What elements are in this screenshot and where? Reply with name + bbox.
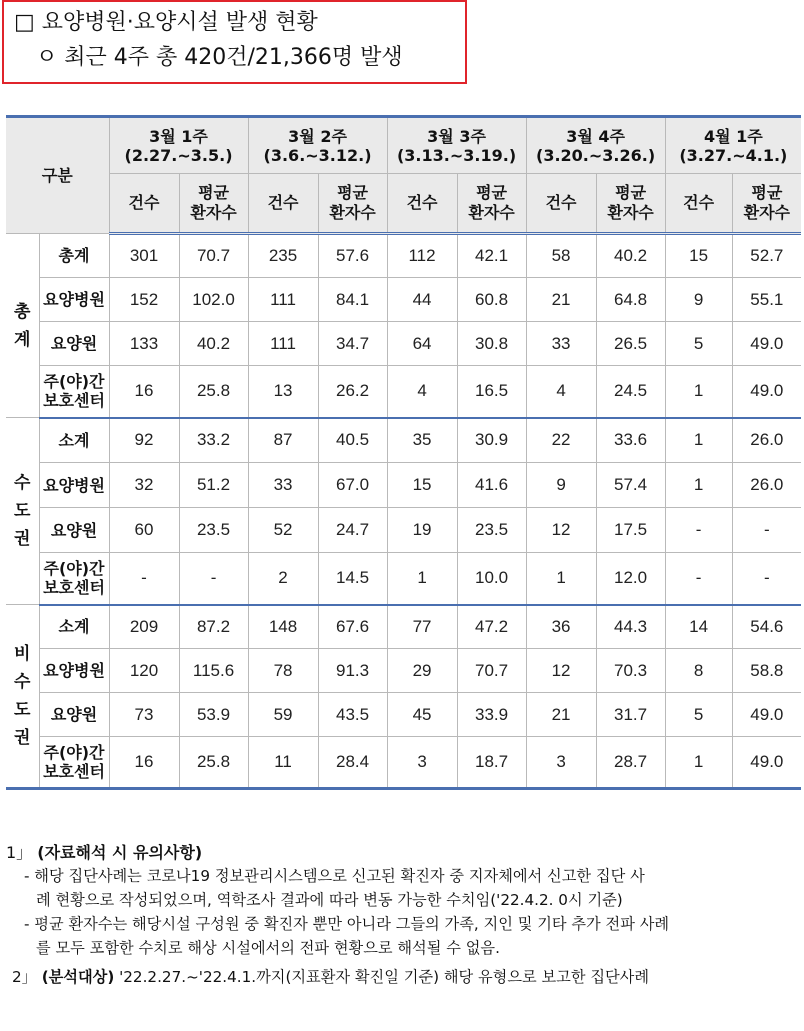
case-count-cell: 13 (248, 366, 318, 418)
avg-patients-cell: 60.8 (457, 278, 526, 322)
note2-title: (분석대상) (41, 968, 115, 986)
case-count-cell: 9 (526, 463, 596, 508)
case-count-cell: 59 (248, 693, 318, 737)
case-count-cell: 19 (387, 508, 457, 553)
avg-patients-cell: 49.0 (732, 737, 801, 789)
facility-type-line: 주(야)간 (43, 372, 105, 392)
facility-type-line: 보호센터 (43, 762, 105, 781)
avg-patients-cell: 24.7 (318, 508, 387, 553)
avg-patients-cell: 25.8 (179, 737, 248, 789)
avg-patients-cell: 16.5 (457, 366, 526, 418)
avg-header-line: 환자수 (607, 203, 654, 222)
avg-patients-cell: - (732, 508, 801, 553)
facility-type-label (39, 234, 109, 278)
case-count-cell: 35 (387, 418, 457, 463)
case-count-cell: 21 (526, 693, 596, 737)
case-count-cell: - (665, 508, 732, 553)
case-count-cell: 235 (248, 234, 318, 278)
case-count-cell: 1 (665, 366, 732, 418)
period-name: 3월 4주 (566, 126, 625, 146)
table-row (6, 278, 801, 322)
facility-type-line: 요양원 (50, 705, 98, 724)
facility-type-label (39, 322, 109, 366)
facility-type-label (39, 418, 109, 463)
avg-patients-cell: 23.5 (179, 508, 248, 553)
footnotes (6, 841, 804, 989)
case-count-cell: 1 (387, 553, 457, 605)
avg-patients-cell: 18.7 (457, 737, 526, 789)
facility-type-label (39, 649, 109, 693)
table-row (6, 508, 801, 553)
avg-header-line: 평균 (198, 183, 229, 202)
period-range: (2.27.~3.5.) (124, 145, 233, 165)
case-count-cell: 58 (526, 234, 596, 278)
avg-header-line: 평균 (615, 183, 647, 202)
case-count-cell: 92 (109, 418, 179, 463)
facility-type-line: 총계 (58, 246, 90, 265)
case-count-cell: 1 (665, 418, 732, 463)
avg-patients-cell: 64.8 (596, 278, 665, 322)
avg-patients-cell: 58.8 (732, 649, 801, 693)
period-header (665, 117, 801, 174)
case-count-cell: 15 (387, 463, 457, 508)
case-count-cell: 87 (248, 418, 318, 463)
case-count-cell: 16 (109, 737, 179, 789)
avg-patients-cell: 51.2 (179, 463, 248, 508)
section-summary: ㅇ 최근 4주 총 420건/21,366명 발생 (36, 45, 403, 70)
period-header (248, 117, 387, 174)
avg-patients-cell: 33.9 (457, 693, 526, 737)
region-group-char: 도 (14, 501, 31, 521)
note1-item-line: - 평균 환자수는 해당시설 구성원 중 확진자 뿐만 아니라 그들의 가족, 지인 및 기타 추가 전파 사례 (24, 915, 670, 933)
case-count-cell: 16 (109, 366, 179, 418)
facility-type-label (39, 366, 109, 418)
case-count-cell: 52 (248, 508, 318, 553)
case-count-cell: 3 (526, 737, 596, 789)
table-row (6, 418, 801, 463)
facility-type-line: 요양원 (50, 334, 98, 353)
case-count-cell: 36 (526, 605, 596, 649)
region-group-label (6, 234, 39, 418)
avg-patients-cell: 23.5 (457, 508, 526, 553)
case-count-cell: 4 (526, 366, 596, 418)
avg-header-line: 평균 (337, 183, 368, 202)
facility-type-label (39, 553, 109, 605)
case-count-cell: 15 (665, 234, 732, 278)
note2 (6, 966, 804, 989)
case-count-cell: - (109, 553, 179, 605)
case-count-cell: 33 (526, 322, 596, 366)
case-count-cell: 33 (248, 463, 318, 508)
avg-patients-cell: 24.5 (596, 366, 665, 418)
count-header: 건수 (248, 174, 318, 234)
avg-patients-cell: 40.5 (318, 418, 387, 463)
case-count-cell: 64 (387, 322, 457, 366)
avg-patients-cell: 91.3 (318, 649, 387, 693)
avg-patients-cell: 34.7 (318, 322, 387, 366)
avg-patients-cell: 26.5 (596, 322, 665, 366)
avg-patients-cell: 25.8 (179, 366, 248, 418)
avg-patients-cell: 52.7 (732, 234, 801, 278)
avg-header-line: 환자수 (468, 203, 515, 222)
avg-patients-cell: 57.4 (596, 463, 665, 508)
facility-type-line: 요양병원 (43, 475, 105, 495)
period-header (387, 117, 526, 174)
case-count-cell: 45 (387, 693, 457, 737)
avg-patients-cell: 70.7 (179, 234, 248, 278)
case-count-cell: 301 (109, 234, 179, 278)
table-row (6, 737, 801, 789)
avg-patients-header (179, 174, 248, 234)
case-count-cell: 152 (109, 278, 179, 322)
region-group-char: 계 (14, 329, 31, 350)
avg-patients-cell: 30.8 (457, 322, 526, 366)
table-row (6, 366, 801, 418)
case-count-cell: 12 (526, 508, 596, 553)
region-group-char: 권 (14, 728, 31, 748)
case-count-cell: 8 (665, 649, 732, 693)
period-name: 3월 3주 (427, 126, 486, 146)
avg-patients-cell: 44.3 (596, 605, 665, 649)
avg-patients-cell: - (179, 553, 248, 605)
note2-marker: 2」 (12, 968, 37, 986)
avg-patients-cell: 70.3 (596, 649, 665, 693)
avg-patients-cell: 102.0 (179, 278, 248, 322)
region-group-char: 총 (14, 301, 31, 322)
case-count-cell: 209 (109, 605, 179, 649)
avg-header-line: 평균 (476, 183, 508, 202)
avg-patients-cell: 26.0 (732, 463, 801, 508)
note1-item-line: 례 현황으로 작성되었으며, 역학조사 결과에 따라 변동 가능한 수치임('22.4.2. 0시 기준) (36, 891, 623, 909)
case-count-cell: 32 (109, 463, 179, 508)
avg-header-line: 환자수 (190, 203, 237, 222)
note1-item (6, 912, 804, 960)
avg-patients-cell: 31.7 (596, 693, 665, 737)
avg-patients-cell: 33.6 (596, 418, 665, 463)
facility-type-label (39, 737, 109, 789)
case-count-cell: 77 (387, 605, 457, 649)
avg-patients-cell: 42.1 (457, 234, 526, 278)
avg-header-line: 평균 (751, 183, 783, 202)
region-group-char: 비 (14, 644, 31, 664)
note1-item-line: 를 모두 포함한 수치로 해상 시설에서의 전파 현황으로 해석될 수 없음. (36, 939, 500, 957)
avg-patients-header (732, 174, 801, 234)
period-name: 4월 1주 (703, 126, 763, 146)
avg-patients-cell: 12.0 (596, 553, 665, 605)
avg-patients-cell: 14.5 (318, 553, 387, 605)
period-name: 3월 2주 (288, 126, 347, 146)
case-count-cell: 5 (665, 322, 732, 366)
avg-patients-cell: 10.0 (457, 553, 526, 605)
case-count-cell: 4 (387, 366, 457, 418)
table-row (6, 322, 801, 366)
period-range: (3.27.~4.1.) (679, 145, 788, 165)
avg-patients-cell: 67.6 (318, 605, 387, 649)
note1-heading (6, 841, 804, 864)
case-count-cell: 1 (665, 463, 732, 508)
avg-patients-cell: 47.2 (457, 605, 526, 649)
avg-patients-cell: 53.9 (179, 693, 248, 737)
avg-patients-cell: 67.0 (318, 463, 387, 508)
table-row (6, 649, 801, 693)
avg-patients-cell: 70.7 (457, 649, 526, 693)
avg-patients-cell: 49.0 (732, 322, 801, 366)
facility-type-line: 주(야)간 (43, 743, 105, 762)
avg-patients-cell: 30.9 (457, 418, 526, 463)
avg-patients-cell: - (732, 553, 801, 605)
avg-patients-cell: 84.1 (318, 278, 387, 322)
region-group-label (6, 605, 39, 789)
avg-patients-cell: 26.0 (732, 418, 801, 463)
avg-patients-cell: 26.2 (318, 366, 387, 418)
note1-title: (자료해석 시 유의사항) (37, 843, 203, 862)
avg-patients-header (596, 174, 665, 234)
avg-patients-header (318, 174, 387, 234)
case-count-cell: 112 (387, 234, 457, 278)
section-title: □ 요양병원·요양시설 발생 현황 (14, 10, 318, 35)
period-range: (3.20.~3.26.) (536, 145, 656, 165)
case-count-cell: 1 (665, 737, 732, 789)
avg-patients-cell: 49.0 (732, 693, 801, 737)
case-count-cell: 29 (387, 649, 457, 693)
facility-type-line: 소계 (58, 617, 90, 637)
case-count-cell: 73 (109, 693, 179, 737)
avg-patients-cell: 43.5 (318, 693, 387, 737)
region-group-char: 수 (14, 473, 31, 493)
case-count-cell: 133 (109, 322, 179, 366)
avg-patients-header (457, 174, 526, 234)
avg-patients-cell: 49.0 (732, 366, 801, 418)
case-count-cell: 22 (526, 418, 596, 463)
case-count-cell: 1 (526, 553, 596, 605)
facility-type-line: 보호센터 (43, 578, 105, 598)
note1-item (6, 864, 804, 912)
count-header: 건수 (526, 174, 596, 234)
avg-header-line: 환자수 (743, 203, 791, 222)
facility-type-label (39, 463, 109, 508)
note2-text: '22.2.27.~'22.4.1.까지(지표환자 확진일 기준) 해당 유형으로 보고한 집단사례 (114, 968, 650, 986)
facility-type-line: 요양병원 (43, 661, 105, 680)
facility-type-line: 주(야)간 (43, 559, 105, 579)
count-header: 건수 (387, 174, 457, 234)
avg-patients-cell: 33.2 (179, 418, 248, 463)
table-row (6, 463, 801, 508)
table-row (6, 553, 801, 605)
outbreak-table (6, 115, 801, 790)
avg-patients-cell: 115.6 (179, 649, 248, 693)
region-group-label (6, 418, 39, 605)
case-count-cell: 78 (248, 649, 318, 693)
avg-patients-cell: 17.5 (596, 508, 665, 553)
case-count-cell: - (665, 553, 732, 605)
facility-type-line: 요양원 (50, 520, 98, 540)
category-header: 구분 (6, 117, 109, 234)
summary-title-box (2, 0, 467, 84)
count-header: 건수 (665, 174, 732, 234)
avg-patients-cell: 41.6 (457, 463, 526, 508)
period-name: 3월 1주 (149, 126, 208, 146)
region-group-char: 수 (14, 672, 31, 692)
case-count-cell: 9 (665, 278, 732, 322)
facility-type-line: 보호센터 (43, 391, 105, 411)
period-range: (3.13.~3.19.) (396, 145, 517, 165)
case-count-cell: 12 (526, 649, 596, 693)
case-count-cell: 5 (665, 693, 732, 737)
case-count-cell: 148 (248, 605, 318, 649)
facility-type-label (39, 605, 109, 649)
facility-type-label (39, 278, 109, 322)
case-count-cell: 3 (387, 737, 457, 789)
table-row (6, 693, 801, 737)
avg-patients-cell: 57.6 (318, 234, 387, 278)
case-count-cell: 11 (248, 737, 318, 789)
case-count-cell: 111 (248, 278, 318, 322)
case-count-cell: 111 (248, 322, 318, 366)
case-count-cell: 14 (665, 605, 732, 649)
avg-patients-cell: 28.4 (318, 737, 387, 789)
facility-type-label (39, 508, 109, 553)
avg-patients-cell: 28.7 (596, 737, 665, 789)
case-count-cell: 2 (248, 553, 318, 605)
case-count-cell: 21 (526, 278, 596, 322)
note1-item-line: - 해당 집단사례는 코로나19 정보관리시스템으로 신고된 확진자 중 지자체에서 신고한 집단 사 (24, 867, 645, 885)
avg-patients-cell: 40.2 (596, 234, 665, 278)
avg-patients-cell: 87.2 (179, 605, 248, 649)
period-range: (3.6.~3.12.) (263, 145, 372, 165)
avg-patients-cell: 40.2 (179, 322, 248, 366)
case-count-cell: 120 (109, 649, 179, 693)
table-row (6, 234, 801, 278)
facility-type-line: 요양병원 (43, 290, 105, 309)
region-group-char: 도 (14, 700, 31, 720)
note1-marker: 1」 (6, 843, 33, 862)
period-header (109, 117, 248, 174)
region-group-char: 권 (14, 529, 31, 549)
facility-type-line: 소계 (58, 430, 90, 450)
avg-header-line: 환자수 (329, 203, 376, 222)
facility-type-label (39, 693, 109, 737)
case-count-cell: 44 (387, 278, 457, 322)
avg-patients-cell: 55.1 (732, 278, 801, 322)
count-header: 건수 (109, 174, 179, 234)
period-header (526, 117, 665, 174)
table-row (6, 605, 801, 649)
avg-patients-cell: 54.6 (732, 605, 801, 649)
case-count-cell: 60 (109, 508, 179, 553)
